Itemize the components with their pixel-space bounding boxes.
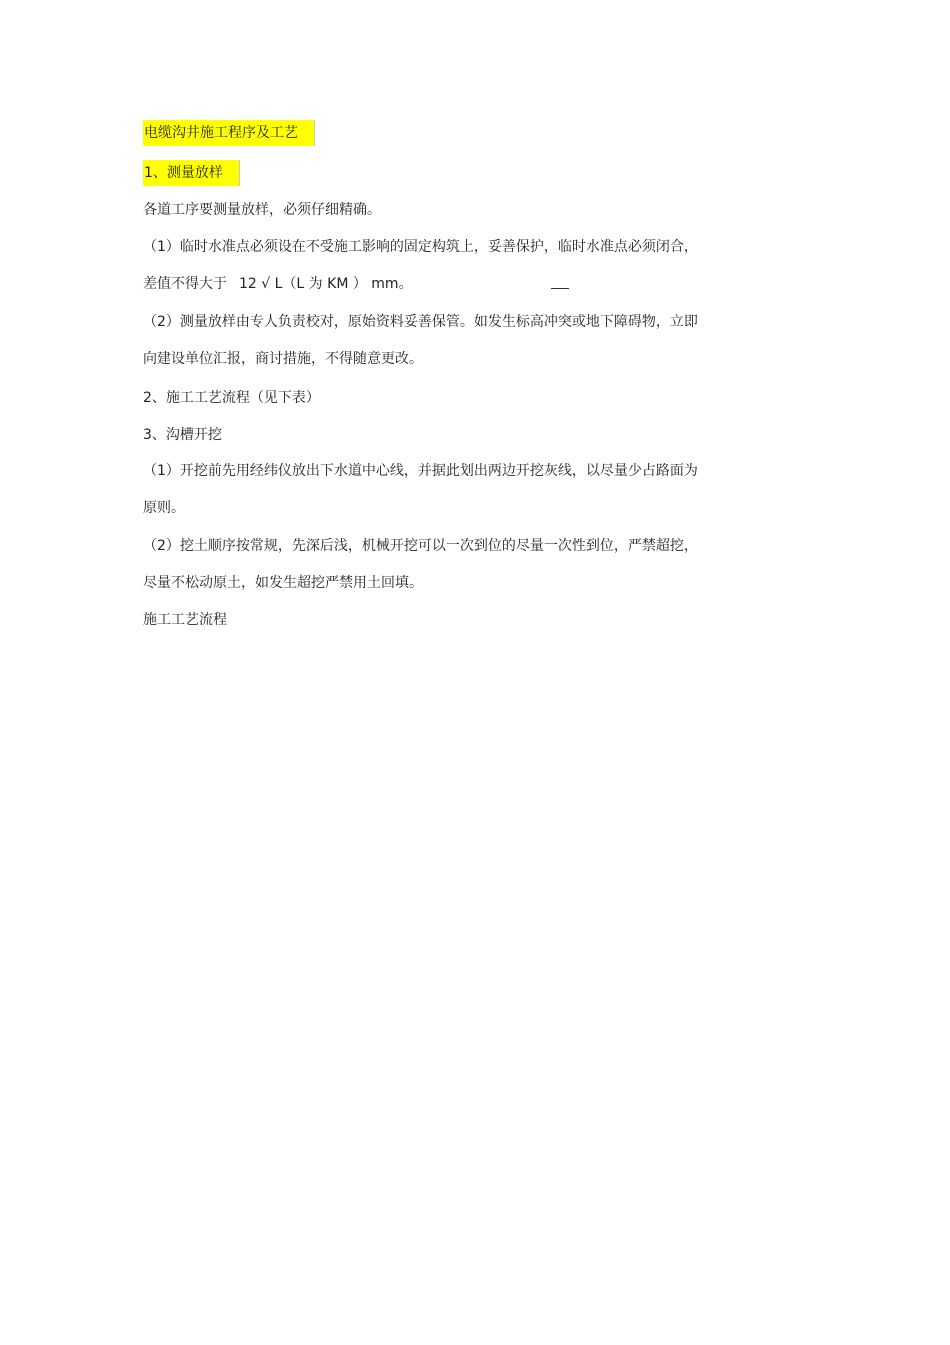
section3-item1-line2: 原则。 [143,500,185,516]
section3-item2-line2: 尽量不松动原土，如发生超挖严禁用土回填。 [143,575,423,591]
tolerance-formula: 12 √ L（L 为 KM ） mm。 [239,276,413,292]
section2-heading: 2、施工工艺流程（见下表） [143,390,320,406]
section1-heading-highlight: 1、测量放样 [143,160,240,186]
section1-intro: 各道工序要测量放样，必须仔细精确。 [143,202,381,218]
section1-item1-line1: （1）临时水准点必须设在不受施工影响的固定构筑上，妥善保护，临时水准点必须闭合， [143,239,698,255]
flow-label: 施工工艺流程 [143,612,227,628]
section3-item2-line1: （2）挖土顺序按常规，先深后浅，机械开挖可以一次到位的尽量一次性到位，严禁超挖， [143,538,698,554]
section1-item2-line2: 向建设单位汇报，商讨措施，不得随意更改。 [143,351,423,367]
underline-mark [551,288,569,289]
section3-item1-line1: （1）开挖前先用经纬仪放出下水道中心线，并据此划出两边开挖灰线，以尽量少占路面为 [143,463,698,479]
section1-item2-line1: （2）测量放样由专人负责校对，原始资料妥善保管。如发生标高冲突或地下障碍物，立即 [143,314,698,330]
document-title [143,120,315,146]
section1-heading [143,160,240,186]
section1-item1-line2 [143,273,413,295]
section3-heading: 3、沟槽开挖 [143,427,222,443]
title-highlight: 电缆沟井施工程序及工艺 [143,120,315,146]
tolerance-label: 差值不得大于 [143,276,227,292]
